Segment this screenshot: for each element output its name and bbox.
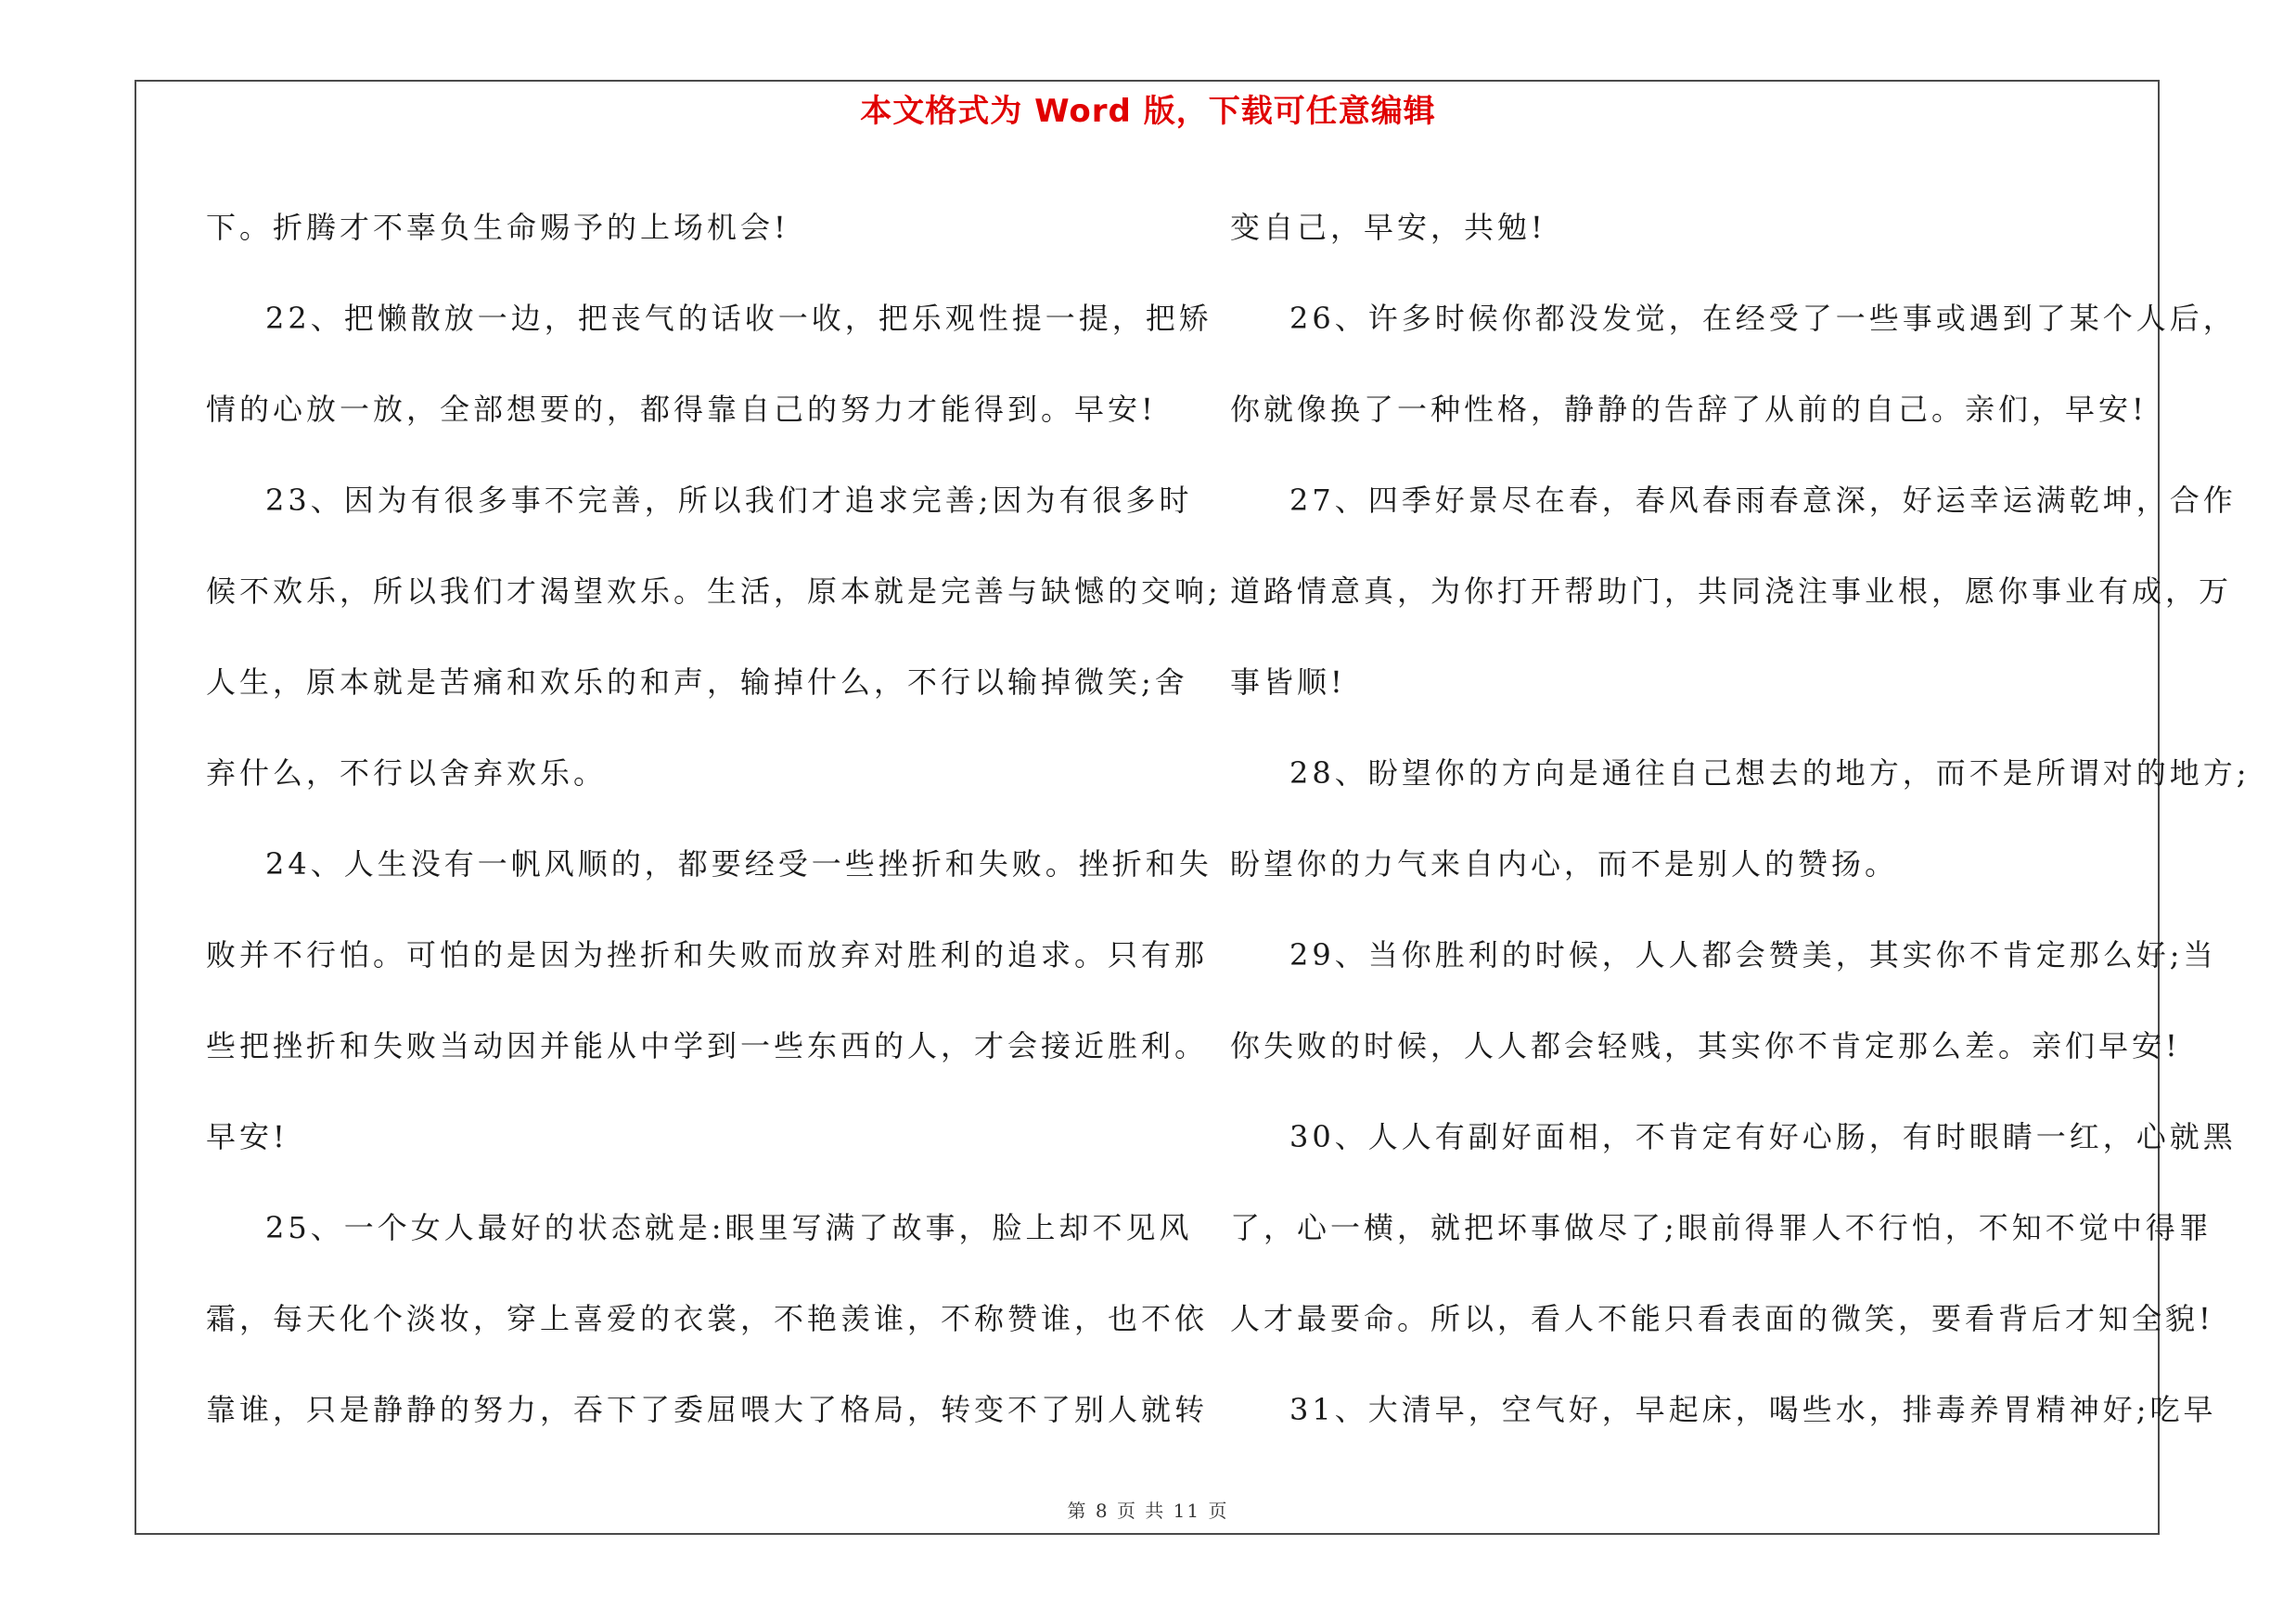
page-number-footer: 第 8 页 共 11 页 (1067, 1500, 1229, 1522)
text-line: 情的心放一放，全部想要的，都得靠自己的努力才能得到。早安! (206, 392, 1157, 427)
text-line: 候不欢乐，所以我们才渴望欢乐。生活，原本就是完善与缺憾的交响; (206, 573, 1222, 609)
left-text-column (206, 182, 1222, 1455)
text-line: 人生，原本就是苦痛和欢乐的和声，输掉什么，不行以输掉微笑;舍 (206, 664, 1188, 700)
text-line: 25、一个女人最好的状态就是:眼里写满了故事，脸上却不见风 (265, 1210, 1193, 1245)
text-line: 你失败的时候，人人都会轻贱，其实你不肯定那么差。亲们早安! (1230, 1028, 2181, 1063)
text-line: 败并不行怕。可怕的是因为挫折和失败而放弃对胜利的追求。只有那 (206, 937, 1209, 973)
text-line: 弃什么，不行以舍弃欢乐。 (206, 755, 608, 791)
text-line: 22、把懒散放一边，把丧气的话收一收，把乐观性提一提，把矫 (265, 301, 1212, 336)
text-line: 27、四季好景尽在春，春风春雨春意深，好运幸运满乾坤，合作 (1289, 483, 2237, 518)
text-line: 24、人生没有一帆风顺的，都要经受一些挫折和失败。挫折和失 (265, 846, 1212, 882)
text-line: 道路情意真，为你打开帮助门，共同浇注事业根，愿你事业有成，万 (1230, 573, 2233, 609)
text-line: 盼望你的力气来自内心，而不是别人的赞扬。 (1230, 846, 1899, 882)
right-text-column (1230, 182, 2251, 1455)
text-line: 变自己，早安，共勉! (1230, 210, 1546, 245)
text-line: 早安! (206, 1119, 289, 1154)
text-line: 30、人人有副好面相，不肯定有好心肠，有时眼睛一红，心就黑 (1289, 1119, 2237, 1154)
text-line: 事皆顺! (1230, 664, 1346, 700)
text-line: 28、盼望你的方向是通往自己想去的地方，而不是所谓对的地方; (1289, 755, 2251, 791)
text-line: 人才最要命。所以，看人不能只看表面的微笑，要看背后才知全貌! (1230, 1301, 2214, 1336)
text-line: 些把挫折和失败当动因并能从中学到一些东西的人，才会接近胜利。 (206, 1028, 1209, 1063)
text-line: 23、因为有很多事不完善，所以我们才追求完善;因为有很多时 (265, 483, 1193, 518)
text-line: 你就像换了一种性格，静静的告辞了从前的自己。亲们，早安! (1230, 392, 2148, 427)
document-header-title: 本文格式为 Word 版，下载可任意编辑 (860, 93, 1436, 130)
text-line: 下。折腾才不辜负生命赐予的上场机会! (206, 210, 789, 245)
text-line: 靠谁，只是静静的努力，吞下了委屈喂大了格局，转变不了别人就转 (206, 1392, 1209, 1427)
text-line: 霜，每天化个淡妆，穿上喜爱的衣裳，不艳羡谁，不称赞谁，也不依 (206, 1301, 1209, 1336)
text-line: 31、大清早，空气好，早起床，喝些水，排毒养胃精神好;吃早 (1289, 1392, 2217, 1427)
text-line: 26、许多时候你都没发觉，在经受了一些事或遇到了某个人后， (1289, 301, 2237, 336)
text-line: 了，心一横，就把坏事做尽了;眼前得罪人不行怕，不知不觉中得罪 (1230, 1210, 2213, 1245)
text-line: 29、当你胜利的时候，人人都会赞美，其实你不肯定那么好;当 (1289, 937, 2217, 973)
